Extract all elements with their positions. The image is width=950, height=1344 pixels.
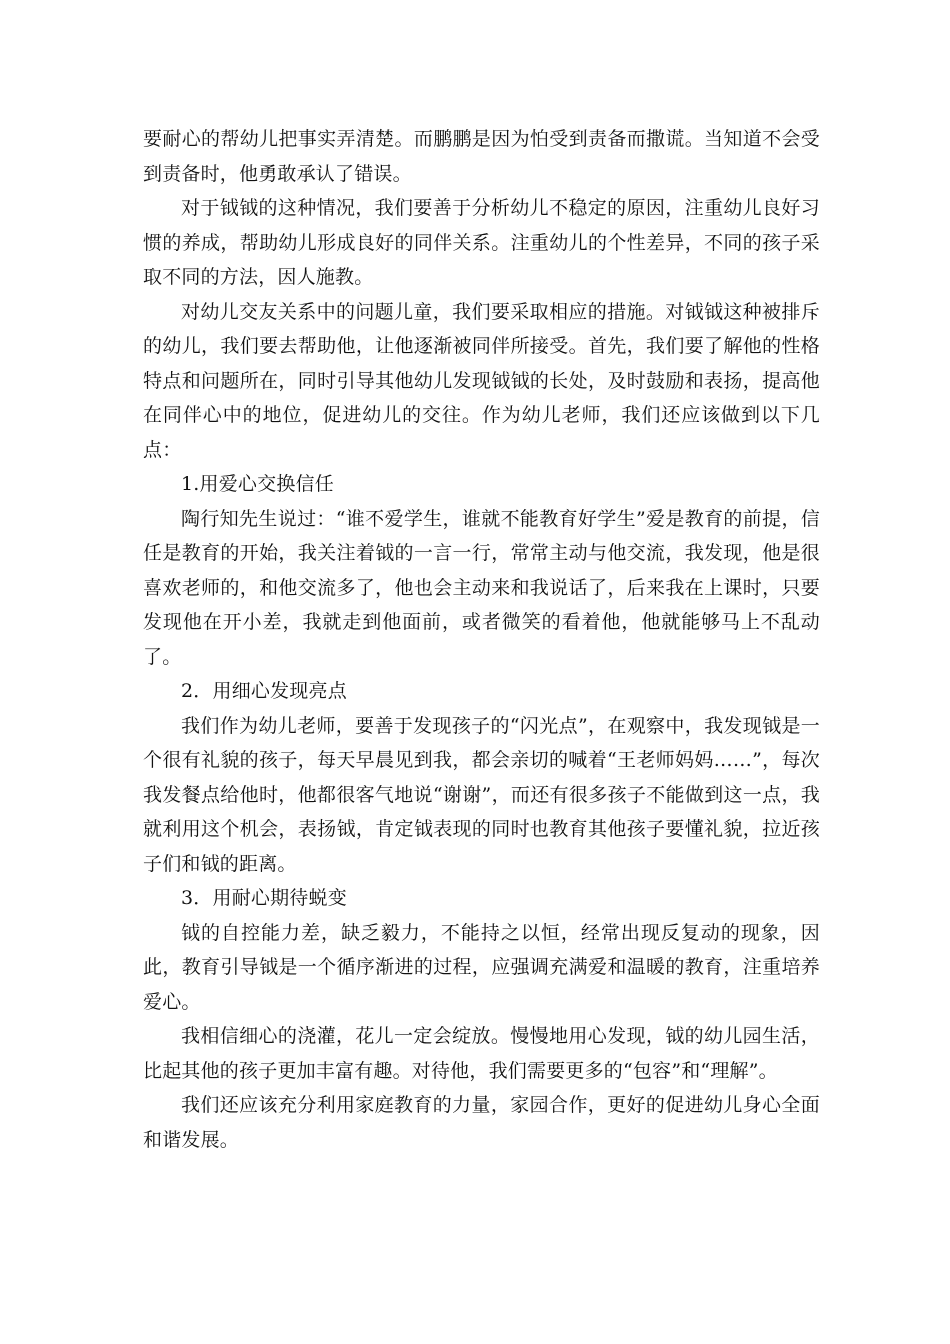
- paragraph-3: 对幼儿交友关系中的问题儿童，我们要采取相应的措施。对钺钺这种被排斥的幼儿，我们要去帮助他，让他逐渐被同伴所接受。首先，我们要了解他的性格特点和问题所在，同时引导其他幼儿发现钺钺的长处，及时鼓励和表扬，提高他在同伴心中的地位，促进幼儿的交往。作为幼儿老师，我们还应该做到以下几点：: [143, 300, 820, 461]
- document-body: [143, 122, 820, 1157]
- section-heading-3: 3．用耐心期待蜕变: [181, 887, 347, 909]
- section-heading-2: 2．用细心发现亮点: [181, 680, 347, 702]
- paragraph-6: 钺的自控能力差，缺乏毅力，不能持之以恒，经常出现反复动的现象，因此，教育引导钺是一个循序渐进的过程，应强调充满爱和温暖的教育，注重培养爱心。: [143, 921, 820, 1013]
- paragraph-8: 我们还应该充分利用家庭教育的力量，家园合作，更好的促进幼儿身心全面和谐发展。: [143, 1094, 820, 1151]
- paragraph-7: 我相信细心的浇灌，花儿一定会绽放。慢慢地用心发现，钺的幼儿园生活，比起其他的孩子更加丰富有趣。对待他，我们需要更多的“包容”和“理解”。: [143, 1025, 820, 1082]
- paragraph-4: 陶行知先生说过：“谁不爱学生，谁就不能教育好学生”爱是教育的前提，信任是教育的开始，我关注着钺的一言一行，常常主动与他交流，我发现，他是很喜欢老师的，和他交流多了，他也会主动来和我说话了，后来我在上课时，只要发现他在开小差，我就走到他面前，或者微笑的看着他，他就能够马上不乱动了。: [143, 507, 820, 668]
- section-heading-1: 1.用爱心交换信任: [181, 473, 334, 495]
- paragraph-1: 要耐心的帮幼儿把事实弄清楚。而鹏鹏是因为怕受到责备而撒谎。当知道不会受到责备时，他勇敢承认了错误。: [143, 128, 820, 185]
- paragraph-5: 我们作为幼儿老师，要善于发现孩子的“闪光点”，在观察中，我发现钺是一个很有礼貌的孩子，每天早晨见到我，都会亲切的喊着“王老师妈妈……”，每次我发餐点给他时，他都很客气地说“谢谢”，而还有很多孩子不能做到这一点，我就利用这个机会，表扬钺，肯定钺表现的同时也教育其他孩子要懂礼貌，拉近孩子们和钺的距离。: [143, 714, 820, 875]
- paragraph-2: 对于钺钺的这种情况，我们要善于分析幼儿不稳定的原因，注重幼儿良好习惯的养成，帮助幼儿形成良好的同伴关系。注重幼儿的个性差异，不同的孩子采取不同的方法，因人施教。: [143, 197, 820, 288]
